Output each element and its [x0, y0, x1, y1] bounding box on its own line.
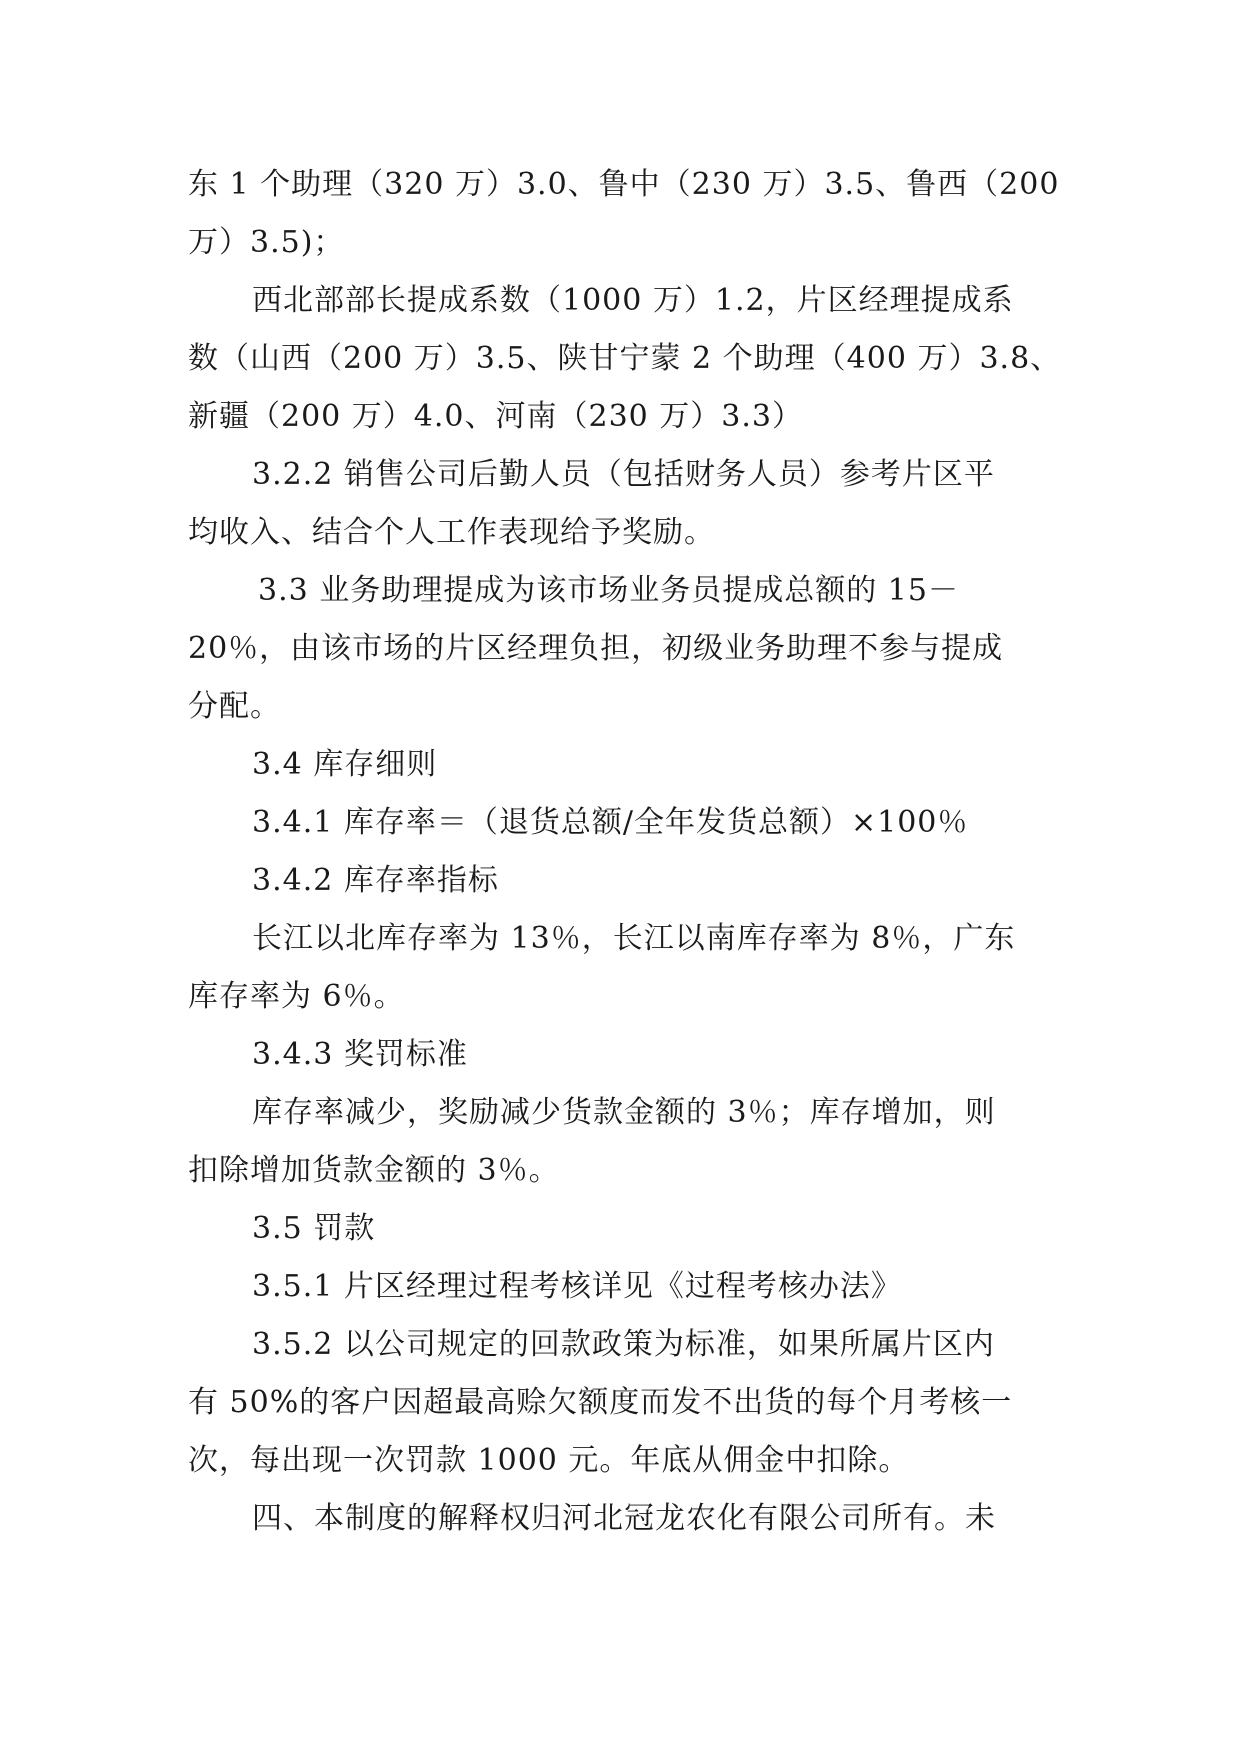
text-line: 3.5.1 片区经理过程考核详见《过程考核办法》: [252, 1269, 902, 1304]
section-heading: 3.5 罚款: [252, 1211, 376, 1246]
section-heading: 3.4 库存细则: [252, 747, 438, 782]
text-line: 数（山西（200 万）3.5、陕甘宁蒙 2 个助理（400 万）3.8、: [188, 341, 1062, 376]
text-line: 3.3 业务助理提成为该市场业务员提成总额的 15－: [258, 573, 959, 608]
text-line: 3.2.2 销售公司后勤人员（包括财务人员）参考片区平: [252, 457, 995, 492]
text-line: 扣除增加货款金额的 3％。: [188, 1153, 560, 1188]
text-line: 东 1 个助理（320 万）3.0、鲁中（230 万）3.5、鲁西（200: [188, 167, 1060, 202]
text-line: 新疆（200 万）4.0、河南（230 万）3.3）: [188, 399, 804, 434]
text-line: 万）3.5)；: [188, 225, 345, 260]
text-line: 20％，由该市场的片区经理负担，初级业务助理不参与提成: [188, 631, 1004, 666]
text-line: 分配。: [188, 689, 281, 724]
section-heading: 3.4.3 奖罚标准: [252, 1037, 468, 1072]
text-line: 四、本制度的解释权归河北冠龙农化有限公司所有。未: [252, 1501, 996, 1536]
text-line: 库存率为 6％。: [188, 979, 405, 1014]
text-line: 库存率减少，奖励减少货款金额的 3％；库存增加，则: [252, 1095, 996, 1130]
text-line: 有 50%的客户因超最高赊欠额度而发不出货的每个月考核一: [188, 1385, 1013, 1420]
text-line: 长江以北库存率为 13％，长江以南库存率为 8％，广东: [252, 921, 1016, 956]
section-heading: 3.4.2 库存率指标: [252, 863, 499, 898]
text-line: 次，每出现一次罚款 1000 元。年底从佣金中扣除。: [188, 1443, 910, 1478]
text-line: 西北部部长提成系数（1000 万）1.2，片区经理提成系: [252, 283, 1014, 318]
text-line: 3.5.2 以公司规定的回款政策为标准，如果所属片区内: [252, 1327, 995, 1362]
text-line: 均收入、结合个人工作表现给予奖励。: [188, 515, 715, 550]
text-line: 3.4.1 库存率＝（退货总额/全年发货总额）×100％: [252, 805, 969, 840]
